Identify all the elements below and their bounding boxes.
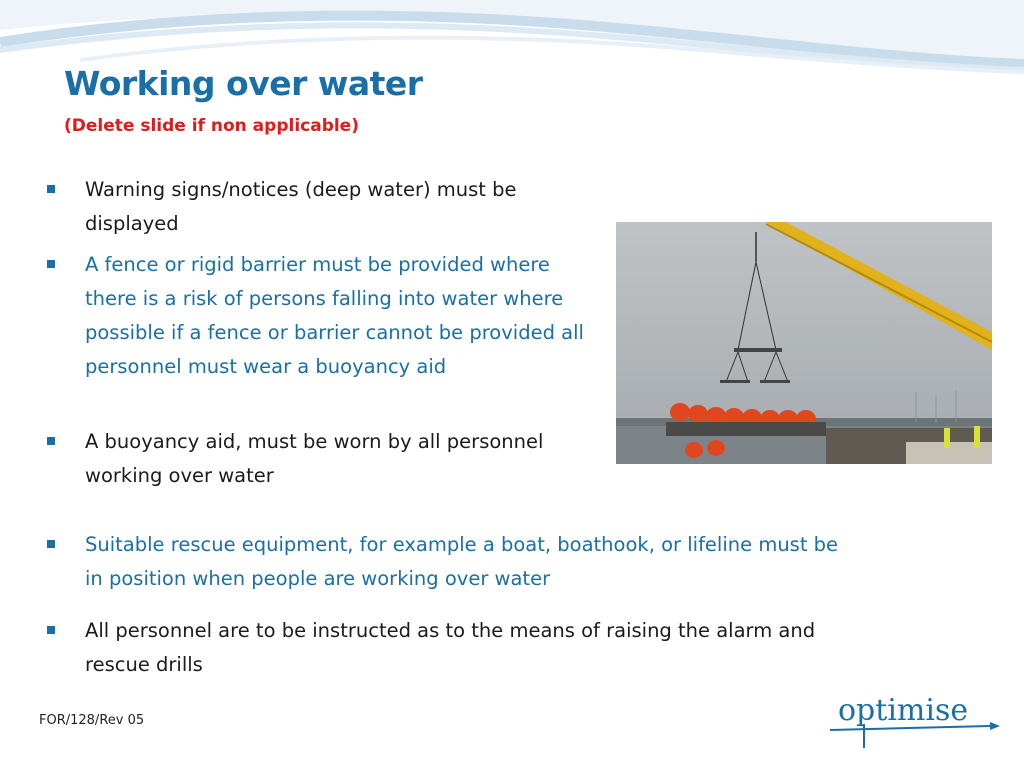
bullet-item <box>47 173 607 241</box>
bullet-marker <box>47 540 55 548</box>
bullet-text: Warning signs/notices (deep water) must be displayed <box>85 178 517 235</box>
bullet-marker <box>47 185 55 193</box>
page-title: Working over water <box>64 64 423 103</box>
bullet-text: A fence or rigid barrier must be provided where there is a risk of persons falling into water where possible if a fence or barrier cannot be provided all personnel must wear a buoyancy aid <box>85 253 584 378</box>
bullet-marker <box>47 437 55 445</box>
bullet-item <box>47 425 547 493</box>
crane-lifting-buoys-photo <box>616 222 992 464</box>
bullet-text: A buoyancy aid, must be worn by all personnel working over water <box>85 430 544 487</box>
bullet-item <box>47 528 847 596</box>
optimise-logo <box>830 688 1000 752</box>
bullet-text: Suitable rescue equipment, for example a boat, boathook, or lifeline must be in position when people are working over water <box>85 533 839 590</box>
svg-text:optimise: optimise <box>838 693 969 728</box>
bullet-marker <box>47 626 55 634</box>
footer-document-code: FOR/128/Rev 05 <box>39 713 145 728</box>
bullet-text: All personnel are to be instructed as to the means of raising the alarm and rescue drills <box>85 619 816 676</box>
page-subtitle: (Delete slide if non applicable) <box>64 116 359 136</box>
bullet-item <box>47 614 847 682</box>
bullet-item <box>47 248 607 384</box>
bullet-marker <box>47 260 55 268</box>
